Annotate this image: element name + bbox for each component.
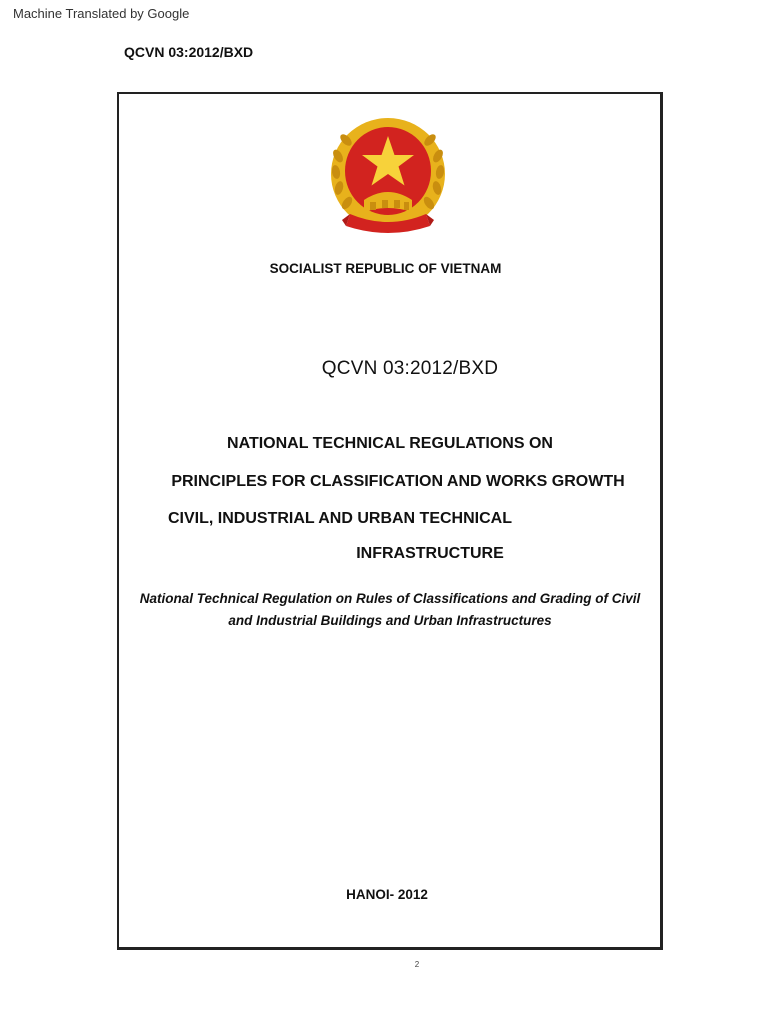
document-code: QCVN 03:2012/BXD bbox=[321, 358, 499, 379]
english-subtitle bbox=[124, 588, 656, 632]
title-line-1: NATIONAL TECHNICAL REGULATIONS ON bbox=[227, 435, 553, 452]
national-emblem-icon bbox=[328, 116, 448, 238]
subtitle-line-2: and Industrial Buildings and Urban Infrastructures bbox=[228, 613, 552, 628]
title-line-3: CIVIL, INDUSTRIAL AND URBAN TECHNICAL bbox=[168, 510, 512, 527]
header-doc-code: QCVN 03:2012/BXD bbox=[124, 44, 254, 60]
place-year: HANOI- 2012 bbox=[346, 887, 428, 902]
title-line-4: INFRASTRUCTURE bbox=[356, 545, 504, 562]
machine-translated-banner: Machine Translated by Google bbox=[13, 6, 190, 21]
country-name: SOCIALIST REPUBLIC OF VIETNAM bbox=[269, 261, 502, 276]
title-line-2: PRINCIPLES FOR CLASSIFICATION AND WORKS GROWTH bbox=[171, 473, 625, 490]
subtitle-line-1: National Technical Regulation on Rules of Classifications and Grading of Civil bbox=[139, 591, 641, 606]
page-number: 2 bbox=[414, 960, 420, 969]
